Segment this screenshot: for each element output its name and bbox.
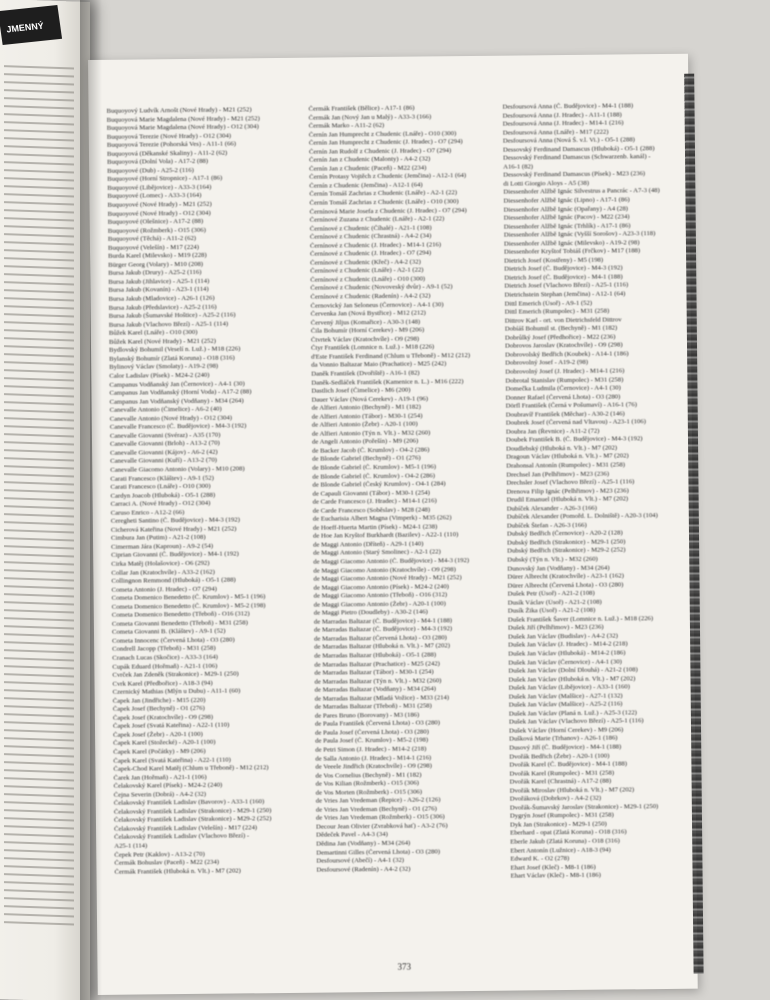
index-entry: Čermák Marko - A11-2 (62) <box>308 121 385 130</box>
index-entry: Burda Karel (Milevsko) - M19 (228) <box>108 252 207 261</box>
index-entry: de Maggi Pietro (Doudleby) - A30-2 (146) <box>313 608 428 617</box>
index-entry: Bydlovský Bohumil (Veselí n. Luž.) - M18 (226) <box>109 345 241 355</box>
index-entry: Dobrovolný Josef - A19-2 (98) <box>505 359 589 368</box>
index-entry: Diessenhofer Kryštof Tobiáš (Frčkov) - M17 (188) <box>504 247 641 256</box>
index-entry: Czernický Mathias (Mlýn u Dubu) - A11-1 (60) <box>112 687 241 696</box>
index-entry: Černínové z Chudenic (Křeč) - A4-2 (32) <box>310 258 421 267</box>
index-entry: Dobrotal Stanislav (Rumpolec) - M31 (258) <box>505 375 624 385</box>
index-entry: Cometa Domenico Benedetto (Č. Krumlov) - M5-1 (196) <box>111 593 266 602</box>
index-entry: Čelakovský Karel (Písek) - M24-2 (240) <box>113 781 223 790</box>
index-entry: Doubravíř František (Měchar) - A30-2 (146) <box>505 410 625 419</box>
book-spine-shadow <box>80 0 102 1000</box>
index-entry: Cometa Domenico Benedetto (Č. Krumlov) - M5-2 (198) <box>111 601 266 611</box>
index-entry: Cometa Domenico Benedetto (Třeboň) - O16 (312) <box>111 610 250 620</box>
index-entry: Dušek František Šaver (Lomnice n. Luž.) - M18 (226) <box>507 614 654 624</box>
index-entry: Čelakovský František Ladislav (Bavorov) - A33-1 (160) <box>113 798 265 808</box>
index-entry: Dunovský Jan (Vodňany) - M34 (264) <box>507 564 610 573</box>
index-entry: Červenka Jan (Nová Bystřice) - M12 (212) <box>310 309 426 318</box>
index-entry: Dörfl František (Černá v Pošumaví) - A16-1 (76) <box>505 401 637 410</box>
index-entry: Diessenhofer Alžbě Ignác (Pacov) - M22 (234) <box>503 213 630 222</box>
index-entry: Dittrov Karl - ort. von Dietrichsfeld Dittrov <box>504 316 622 325</box>
index-entry: Dittl Emerich (Úsoř) - A9-1 (52) <box>504 299 593 308</box>
index-entry: Buquoyová Marie Magdalena (Nové Hrady) - M21 (252) <box>106 114 260 124</box>
index-entry: Buquoyové (Horní Stropnice) - A17-1 (86) <box>107 174 223 184</box>
index-entry: de Blonde Gabriel (Český Krumlov) - O4-1 (284) <box>312 480 446 489</box>
index-entry: Buquoyový Ludvík Arnošt (Nové Hrady) - M21 (252) <box>106 106 252 115</box>
index-entry: Čelakovský František Ladislav (Strakonice) - M29-2 (252) <box>113 815 272 825</box>
index-entry: Cardyn Joacob (Hluboká) - O5-1 (288) <box>110 491 216 500</box>
index-entry: de Maggi Giacomo Antonio (Třeboň) - O16 (312) <box>313 591 448 600</box>
index-entry: Dietrich Josef (Č. Budějovice) - M4-3 (192) <box>504 264 623 274</box>
index-entry: Čermák František (Hluboká n. Vlt.) - M7 (202) <box>114 867 241 876</box>
index-entry: Ehart Josef (Kleč) - M8-1 (186) <box>510 863 596 872</box>
index-entry: Canevalle Antonio (Nové Hrady) - O12 (304) <box>109 414 232 423</box>
index-entry: Dubský Bedřich (Strakonice) - M29-1 (250) <box>507 538 626 547</box>
index-column-2 <box>308 104 508 875</box>
index-entry: Dubíček Alexander - A26-3 (166) <box>506 504 598 513</box>
index-entry: de Hoe Jan Kryštof Burkhardt (Bazilev) - A22-1 (110) <box>312 531 459 541</box>
left-page-heading-text: JMENNÝ <box>5 20 45 35</box>
index-entry: Desfoursové (Radenín) - A4-2 (32) <box>316 865 411 874</box>
index-entry: de Carde Francesco (Soběslav) - M28 (248) <box>312 506 431 515</box>
index-entry: Carati Francesco (Lnáře) - O10 (300) <box>110 482 211 491</box>
index-entry: Dubský (Týn n. Vlt.) - M32 (260) <box>507 555 598 564</box>
index-entry: Doubek František B. (Č. Budějovice) - M4-3 (192) <box>505 435 643 444</box>
index-entry: Černínové z Chudenic (Lnáře) - A2-1 (22) <box>310 266 424 276</box>
index-entry: Čtvrtek Václav (Kratochvíle) - O9 (298) <box>310 335 420 344</box>
index-entry: Bylinový Václav (Smolaty) - A19-2 (98) <box>109 363 219 372</box>
index-entry: de Vos Morten (Rožmberk) - O15 (306) <box>315 788 423 797</box>
index-entry: Čapek Josef (Žebr) - A20-1 (100) <box>113 730 203 739</box>
index-entry: Bůžek Karel (Nové Hrady) - M21 (252) <box>108 337 216 346</box>
index-entry: Bursa Jakub (Šumavské Hoštice) - A25-2 (116) <box>108 311 236 320</box>
index-entry: Dušek Jan Václav (Hluboká n. Vlt.) - M7 (202) <box>508 674 636 684</box>
index-entry: de Hoeff-Huerta Martin (Písek) - M24-1 (238) <box>312 523 438 532</box>
index-entry: Canevalle Giovanni (Svéraz) - A35 (170) <box>109 431 221 440</box>
index-entry: Canevalle Giovanni (Kuří) - A13-2 (70) <box>110 457 218 466</box>
index-entry: Černín Jan Humprecht z Chudenic (Lnáře) - O10 (300) <box>308 129 457 139</box>
index-entry: Dušek Jan Václav (Libějovice) - A33-1 (160) <box>508 683 630 692</box>
index-entry: Čermák František (Bělice) - A17-1 (86) <box>308 104 415 113</box>
index-entry: de Paula Josef (Č. Krumlov) - M5-2 (198) <box>315 736 429 746</box>
index-entry: Bursa Jakub (Drury) - A25-2 (116) <box>108 269 202 278</box>
index-entry: Diessenhofer Alžbě Ignác (Lipno) - A17-1 (86) <box>503 196 630 205</box>
index-entry: Bylanský Bohumír (Zlatá Koruna) - O18 (316) <box>109 354 235 363</box>
left-page-text-lines <box>4 59 74 931</box>
index-entry: Donner Rafael (Červená Lhota) - O3 (280) <box>505 393 621 402</box>
index-entry: Daněk František (Dvořiště) - A16-1 (82) <box>311 369 420 378</box>
index-entry: Černínové z Chudenic (J. Hradec) - O7 (294) <box>310 249 432 258</box>
index-entry: Cometa Innocenc (Červená Lhota) - O3 (280) <box>112 636 235 645</box>
index-entry: Eberle Jakub (Zlatá Koruna) - O18 (316) <box>510 837 620 846</box>
index-entry: Černín z Chudenic (Jemčina) - A12-1 (64) <box>309 181 423 190</box>
index-entry: de Alfieri Antonio (Žebr) - A20-1 (100) <box>311 420 418 429</box>
index-entry: Domečka Ludmila (Černovice) - A4-1 (30) <box>505 384 621 393</box>
index-entry: Desfoursová Anna (Lnáře) - M17 (222) <box>502 128 609 137</box>
index-entry: Drechsler Josef (Vlachovo Březí) - A25-1 (116) <box>506 478 635 487</box>
index-entry: Ceregheti Santino (Č. Budějovice) - M4-3 (192) <box>110 516 240 526</box>
index-entry: de Vries Jan Vredeman (Rožmberk) - O15 (306) <box>315 813 445 823</box>
index-entry: de Marradas Baltazar (Třeboň) - M31 (258) <box>314 702 432 711</box>
index-column-1 <box>107 106 307 877</box>
index-entry: Dušek Jan Václav (Malšice) - A27-1 (132) <box>508 692 623 701</box>
index-entry: Doubra Jan (Řevnice) - A11-2 (72) <box>505 427 600 436</box>
index-entry: Cirka Matěj (Holašovice) - O6 (292) <box>111 559 210 568</box>
index-entry: Čila Bohumír (Horní Cerekev) - M9 (206) <box>310 326 425 335</box>
index-entry: Čapek Josef (Svatá Kateřina) - A22-1 (110) <box>112 721 230 731</box>
index-entry: Čapek Karel (Svatá Kateřina) - A22-1 (110) <box>113 756 231 765</box>
index-entry: Drenova Filip Ignác (Pelhřimov) - M23 (236) <box>506 486 629 496</box>
index-entry: Cometa Giovanni B. (Kláštev) - A9-1 (52) <box>111 627 226 637</box>
index-entry: Desfoursové (Abečí) - A4-1 (32) <box>316 856 405 865</box>
index-entry: de Marradas Baltazar (Hluboká) - O5-1 (288) <box>314 651 437 660</box>
index-entry: Buquoyová (Dolní Vola) - A17-2 (88) <box>107 158 209 167</box>
index-entry: Dušek Jan Václav (Budislav) - A4-2 (32) <box>508 632 618 641</box>
index-entry: Dittl Emerich (Rumpolec) - M31 (258) <box>504 307 610 316</box>
index-entry: de Eucharisia Albert Magna (Vimperk) - M35 (262) <box>312 514 452 523</box>
index-entry: Campanus Vodňanský Jan (Černovice) - A4-1 (30) <box>109 379 245 389</box>
index-entry: Bürger Georg (Volary) - M10 (208) <box>108 260 204 269</box>
index-entry: Čapek Jan (Jindřiche) - M15 (220) <box>112 696 206 705</box>
index-entry: Buquoyové (Olešnice) - A17-2 (88) <box>107 217 204 226</box>
index-entry: Bursa Jakub (Předslavice) - A25-2 (116) <box>108 303 217 312</box>
index-entry: Canevalle Giovanni (Brloh) - A13-2 (70) <box>109 439 220 449</box>
index-entry: de Backer Jacob (Č. Krumlov) - O4-2 (286) <box>312 446 430 455</box>
index-entry: Buquoyová Terezie (Pohorská Ves) - A11-1 (66) <box>106 140 236 149</box>
index-entry: Dürer Albrecht (Kratochvíle) - A23-1 (162) <box>507 572 624 581</box>
index-entry: Buquoyové (Těchá) - A11-2 (62) <box>107 235 197 244</box>
index-entry: de Vries Jan Vredeman (Bechyně) - O1 (276) <box>315 805 437 814</box>
index-entry: Černínové z Chudenic (Chrastná) - A4-2 (34) <box>309 232 432 241</box>
index-entry: de Marradas Baltazar (Tábor) - M30-1 (254) <box>314 668 434 677</box>
index-entry: Calor Ladislav (Písek) - M24-2 (240) <box>109 371 210 380</box>
index-entry: de Marradas Baltazar (Týn n. Vlt.) - M32 (260) <box>314 676 442 686</box>
index-entry: Černín Tomáš Zachrias z Chudenic (Lnáře) - A2-1 (22) <box>309 189 458 199</box>
index-entry: Collar Jan (Kratochvíle) - A33-2 (162) <box>111 568 215 577</box>
index-entry: Dobrovolný Josef (J. Hradec) - M14-1 (216) <box>505 367 625 376</box>
index-entry: Ebert Antonín (Lužnice) - A18-3 (94) <box>510 846 611 855</box>
index-entry: Carraci A. (Nové Hrady) - O12 (304) <box>110 499 211 508</box>
index-entry: Černínové z Chudenic (Radenín) - A4-2 (32) <box>310 292 431 301</box>
index-entry: de Maggi Giacomo Antonio (Kratochvíle) - O9 (298) <box>313 565 456 575</box>
index-entry: de Marradas Baltazar (Vodňany) - M34 (264) <box>314 685 436 694</box>
index-entry: Desfoursová Anna (Nová Š. v.l. Vi.) - O5-1 (288) <box>502 136 635 145</box>
index-entry: Buquoyové (Rožmberk) - O15 (306) <box>107 226 206 235</box>
index-entry: Doudlebský (Hluboká n. Vlt.) - M7 (202) <box>506 444 618 453</box>
index-entry: Condrell Jacopp (Třeboň) - M31 (258) <box>112 645 216 654</box>
index-entry: Drahonsal Antonín (Rumpolec) - M31 (258) <box>506 461 625 470</box>
index-entry: Dubský Bedřich (Černovice) - A20-2 (128) <box>506 529 623 538</box>
index-entry: Drudil Emanuel (Hluboká n. Vlt.) - M7 (202) <box>506 495 629 504</box>
index-entry: Campanus Jan Vodňanský (Horní Voda) - A17-2 (88) <box>109 388 252 397</box>
index-entry: de Salla Antonio (J. Hradec) - M14-1 (216) <box>315 754 432 763</box>
index-entry: Černínové z Chudenic (Číhalé) - A21-1 (108) <box>309 224 432 233</box>
index-entry: de Marradas Baltazar (Hluboká n. Vlt.) - M7 (202) <box>314 642 451 652</box>
index-entry: Doubrek Josef (Červená nad Vltavou) - A23-1 (106) <box>505 418 646 427</box>
index-entry: Čepek Petr (Kaklov) - A13-2 (70) <box>114 850 205 859</box>
index-entry: Dessovský Ferdinand Damascus (Písek) - M23 (236) <box>503 170 646 180</box>
index-entry: de Maggi Antonio (Starý Smolinec) - A2-1 (22) <box>313 548 441 558</box>
index-entry: Dietrich Josef (Vlachovo Březí) - A25-1 (116) <box>504 281 629 291</box>
index-entry: de Marradas Baltazar (Č. Budějovice) - M4-1 (188) <box>313 617 453 626</box>
index-entry: Canevalle Giacomo Antonio (Volary) - M10 (208) <box>110 465 245 474</box>
index-entry: d'Este František Ferdinand (Chlum u Třeboně) - M12 (212) <box>311 351 471 361</box>
index-entry: de Maggi Giacomo Antonio (Nové Hrady) - M21 (252) <box>313 574 462 583</box>
index-entry: Dubíček Štefan - A26-3 (166) <box>506 521 587 530</box>
index-page <box>88 54 698 995</box>
index-entry: de Blonde Gabriel (Č. Krumlov) - M5-1 (196) <box>312 463 437 472</box>
index-entry: Dubský Bedřich (Strakonice) - M29-2 (252) <box>507 546 626 556</box>
index-entry: Buquoyová Marie Magdalena (Nové Hrady) - O12 (304) <box>106 123 259 132</box>
index-entry: de Paula František (Červená Lhota) - O3 (280) <box>314 719 440 729</box>
index-entry: Dyk Jan (Strakonice) - M29-1 (250) <box>509 820 607 829</box>
index-entry: Bursa Jakub (Vlachovo Březí) - A25-1 (114) <box>108 320 229 329</box>
index-entry: Caruso Enrico - A12-2 (66) <box>110 508 185 517</box>
index-entry: Desfoursová Anna (J. Hradec) - M14-1 (216) <box>502 119 624 128</box>
index-entry: de Petri Simon (J. Hradec) - M14-2 (218) <box>315 745 427 754</box>
index-entry: Červený Jiljus (Komařice) - A30-3 (148) <box>310 318 421 327</box>
index-entry: Dvořák Bedřich (Žebr) - A20-1 (100) <box>509 752 610 761</box>
index-entry: de Marradas Baltazar (Prachatice) - M25 (242) <box>314 659 440 669</box>
index-entry: Bursa Jakub (Kovanín) - A23-1 (114) <box>108 286 209 295</box>
index-entry: de Pares Bruno (Borovany) - M3 (186) <box>314 711 420 720</box>
index-entry: di Lotti Giorgio Aloys - A5 (38) <box>503 179 590 188</box>
index-entry: Dusík Václav (Úsoř) - A21-2 (108) <box>507 598 602 607</box>
index-entry: Buquoyové (Nové Hrady) - M21 (252) <box>107 200 212 209</box>
index-entry: Diessenhofer Alžbě Ignác Silvestrus a Pancrác - A7-3 (48) <box>503 187 660 197</box>
index-entry: Cvrk Karel (Předbořice) - A18-3 (94) <box>112 679 213 688</box>
index-entry: Desfoursová Anna (Č. Budějovice) - M4-1 (188) <box>502 102 634 111</box>
index-entry: Buquoyové (Nové Hrady) - O12 (304) <box>107 209 211 218</box>
index-entry: Dušek Jan Václav (Malšice) - A25-2 (116) <box>508 700 623 709</box>
index-entry: Campanus Jan Vodňanský (Vodňany) - M34 (264) <box>109 396 244 406</box>
index-entry: Cimerman Jára (Kaproun) - A9-2 (54) <box>111 542 214 551</box>
index-entry: Čapek-Chod Karel Matěj (Chlum u Třeboně) - M12 (212) <box>113 764 269 773</box>
index-entry: Černínové z Chudenic (Lnáře) - O10 (300) <box>310 275 426 284</box>
index-entry: Bůžek Karel (Lnáře) - O10 (300) <box>108 329 198 338</box>
index-entry: Buquoyové (Lomec) - A33-3 (164) <box>107 192 202 201</box>
index-entry: Čermák Bohuslav (Paceň) - M22 (234) <box>114 858 220 867</box>
index-entry: Collingnon Remmond (Hluboká) - O5-1 (288) <box>111 576 236 585</box>
index-entry: Dygrýn Josef (Rumpolec) - M31 (258) <box>509 811 614 821</box>
index-entry: Dobrovos Jaroslav (Kratochvíle) - O9 (298) <box>504 341 623 350</box>
index-entry: Diessenhofer Alžbě Ignác (Milevsko) - A19-2 (98) <box>503 238 640 248</box>
index-entry: de Maggi Antonio (Dříteň) - A29-1 (140) <box>313 540 424 549</box>
index-entry: Canevalle Francesco (Č. Budějovice) - M4-3 (192) <box>109 422 247 432</box>
index-entry: Dusík Žika (Úsoř) - A21-2 (108) <box>507 606 596 615</box>
index-entry: de Capauli Giovanni (Tábor) - M30-1 (254) <box>312 489 430 498</box>
index-entry: Dürer Albrecht (Červená Lhota) - O3 (280) <box>507 581 624 590</box>
index-entry: Dvořák Karel (Rumpolec) - M31 (258) <box>509 769 615 778</box>
index-entry: Ciprian Giovanni (Č. Budějovice) - M4-1 (192) <box>111 550 239 560</box>
index-entry: Dragoun Václav (Hluboká n. Vlt.) - M7 (202) <box>506 452 629 462</box>
index-entry: Dvořák Miroslav (Hluboká n. Vlt.) - M7 (202) <box>509 786 635 795</box>
index-entry: Černín Jan Rudolf z Chudenic (J. Hradec) - O7 (294) <box>308 146 452 156</box>
index-entry: Cometa Giovanni Benedetto (Třeboň) - M31 (258) <box>111 619 248 628</box>
page-number: 373 <box>397 961 412 972</box>
index-entry: Canevalle Antonio (Čimelice) - A6-2 (40) <box>109 405 222 414</box>
index-entry: de Alfieri Antonio (Týn n. Vlt.) - M32 (260) <box>311 429 431 438</box>
index-entry: Cicherová Kateřina (Nové Hrady) - M21 (252) <box>110 525 237 534</box>
index-entry: Černín Jan z Chudenic (Malonty) - A4-2 (32) <box>309 155 431 164</box>
index-entry: Daněk-Sedláček František (Kamenice n. L.) - M16 (222) <box>311 377 464 387</box>
index-entry: de Paula Josef (Červená Lhota) - O3 (280) <box>315 728 429 737</box>
index-entry: Cimbura Jan (Putim) - A21-2 (108) <box>110 534 206 543</box>
index-entry: Čtyr František (Lomnice n. Luž.) - M18 (226) <box>310 343 435 352</box>
index-entry: Diessenhofer Alžbě Ignác (Trhlík) - A17-1 (86) <box>503 221 631 231</box>
index-entry: Černín Jan z Chudenic (Paceň) - M22 (234) <box>309 164 427 173</box>
index-entry: Cvrček Jan Zdeněk (Strakonice) - M29-1 (250) <box>112 670 239 679</box>
index-entry: Drechsel Jan (Pelhřimov) - M23 (236) <box>506 470 610 479</box>
index-entry: Edward K. - O2 (278) <box>510 855 570 863</box>
index-entry: Dušek Jan Václav (Dolní Dlouhá) - A21-2 (108) <box>508 666 638 675</box>
index-entry: Dušková Marie (Trhanov) - A26-1 (186) <box>509 734 618 744</box>
index-entry: Buquoyová Terezie (Nové Hrady) - O12 (304) <box>106 132 232 141</box>
index-entry: de Maggi Giacomo Antonio (Písek) - M24-2 (240) <box>313 582 449 592</box>
index-entry: Dvořák-Šumavský Jaroslav (Strakonice) - M29-1 (250) <box>509 802 659 812</box>
index-entry: de Angeli Antonio (Pořešín) - M9 (206) <box>311 437 419 447</box>
index-entry: Dietrich Josef (Č. Budějovice) - M4-1 (188) <box>504 273 623 282</box>
index-entry: Čelakovský František Ladislav (Strakonice) - M29-1 (250) <box>113 806 272 816</box>
index-entry: Dědina Jan (Vodňany) - M34 (264) <box>316 839 411 848</box>
index-entry: Desfoursová Anna (J. Hradec) - A11-1 (188) <box>502 110 622 120</box>
index-entry: Černín Jan Humprecht z Chudenic (J. Hradec) - O7 (294) <box>308 138 463 147</box>
index-entry: Černín Tomáš Zachrias z Chudenic (Lnáře) - O10 (300) <box>309 198 459 207</box>
index-entry: de Vos Cornelius (Bechyně) - M1 (182) <box>315 771 422 780</box>
index-entry: Dastlich Josef (Čimelice) - M6 (200) <box>311 386 411 395</box>
index-entry: Cometa Antonio (J. Hradec) - O7 (294) <box>111 585 217 594</box>
index-entry: de Maggi Giacomo Antonio (Č. Budějovice) - M4-3 (192) <box>313 557 470 566</box>
index-entry: Čelakovský František Ladislav (Vlachovo Březí) - <box>114 832 250 842</box>
index-entry: Bursa Jakub (Mladovice) - A26-1 (126) <box>108 294 215 303</box>
index-entry: Dušek Jan Václav (J. Hradec) - M14-2 (218) <box>508 640 628 650</box>
index-entry: Černínové z Chudenic (Novoveský dvůr) - A9-1 (52) <box>310 283 453 293</box>
index-entry: Diessenhofer Alžbě Ignác (Vyšší Sorošov) - A23-3 (118) <box>503 230 656 239</box>
index-entry: de Alfieri Antonio (Tábor) - M30-1 (254) <box>311 412 423 421</box>
index-entry: Čejna Severin (Dobrá) - A4-2 (32) <box>113 790 207 799</box>
index-entry: Černovický Jan Seloneus (Černovice) - A4-1 (30) <box>310 300 444 310</box>
index-entry: Dušek Jiří (Pelhřimov) - M23 (236) <box>507 623 604 632</box>
index-entry: Dušek Václav (Horní Cerekev) - M9 (206) <box>509 726 624 735</box>
index-entry: Buquoyové (Libějovice) - A33-3 (164) <box>107 183 212 192</box>
index-entry: de Blonde Gabriel (Č. Krumlov) - O4-2 (286) <box>312 471 435 481</box>
index-entry: Dessovský Ferdinand Damascus (Schwarzenb. kanál) - <box>503 153 651 162</box>
index-entry: Dušek Jan Václav (Vlachovo Březí) - A25-1 (116) <box>508 717 644 727</box>
left-page-heading <box>0 5 62 45</box>
index-entry: Decour Jean Olivier (Zvrabková hať) - A3-2 (76) <box>316 822 448 831</box>
index-entry: Canevalle Giovanni (Kájov) - A6-2 (42) <box>110 448 218 457</box>
index-entry: Buquoyové (Dub) - A25-2 (116) <box>107 166 194 175</box>
index-entry: Černínové Zuzana z Chudenic (Lnáře) - A2-1 (22) <box>309 215 445 224</box>
index-entry: Ehart Václav (Kleč) - M8-1 (186) <box>510 871 601 880</box>
index-entry: de Alfieri Antonio (Bechyně) - M1 (182) <box>311 403 421 412</box>
index-entry: de Carde Francesco (J. Hradec) - M14-1 (216) <box>312 497 437 506</box>
index-entry: Cupák Eduard (Hořmaň) - A21-1 (106) <box>112 662 218 671</box>
index-entry: Buquoyová (Děkanské Skaliny) - A11-2 (62) <box>106 149 228 158</box>
index-entry: Čapek Josef (Kratochvíle) - O9 (298) <box>112 713 214 722</box>
index-entry: Dubíček Alexander (Pomořd. L. Dolniště) - A20-3 (104) <box>506 512 658 521</box>
index-entry: Dušek Jan Václav (Planá n. Luž.) - A25-3 (122) <box>508 709 637 718</box>
index-entry: Dvořáková (Dobrkov) - A4-2 (32) <box>509 794 602 803</box>
index-entry: Bursa Jakub (Jihlavice) - A25-1 (114) <box>108 277 210 286</box>
index-entry: Čermák Jan (Nový Jan u Malý) - A33-3 (166) <box>308 112 432 122</box>
index-entry: Cranach Lucas (Skočice) - A33-3 (164) <box>112 653 218 662</box>
index-entry: Čapek Josef (Bechyně) - O1 (276) <box>112 705 205 714</box>
left-page <box>0 0 90 1000</box>
index-entry: de Maggi Giacomo Antonio (Žebr) - A20-1 (100) <box>313 600 446 609</box>
index-entry: Eberhard - opat (Zlatá Koruna) - O18 (316) <box>510 828 627 838</box>
index-entry: Černínové z Chudenic (J. Hradec) - M14-1 (216) <box>309 241 442 250</box>
index-entry: de Marradas Baltazar (Mladá Vožice) - M33 (214) <box>314 693 450 703</box>
index-entry: Dobrůlký Josef (Předhořice) - M22 (236) <box>504 333 616 342</box>
index-entry: Čelakovský František Ladislav (Velešín) - M17 (224) <box>114 824 258 833</box>
index-entry: Čapek Karel (Stožecké) - A20-1 (100) <box>113 739 216 748</box>
index-entry: Dědeček Pavel - A4-3 (34) <box>316 831 388 840</box>
index-entry: Dvořák Karel (Chrastná) - A17-2 (88) <box>509 777 612 786</box>
index-entry: Dobrovolský Bedřich (Koubek) - A14-1 (186) <box>505 350 629 359</box>
index-entry: A16-1 (82) <box>503 163 534 171</box>
index-entry: Dauer Václav (Nová Cerekev) - A19-1 (96) <box>311 395 429 404</box>
index-entry: Čarek Jan (Hořmaň) - A21-1 (106) <box>113 773 207 782</box>
index-entry: Buquoyové (Velešín) - M17 (224) <box>107 243 200 252</box>
index-entry: A25-1 (114) <box>114 842 148 850</box>
index-entry: de Marradas Baltazar (Červená Lhota) - O3 (280) <box>314 634 447 643</box>
index-entry: Černínová Marie Josefa z Chudenic (J. Hradec) - O7 (294) <box>309 206 467 216</box>
index-entry: Dietrichstein Stephan (Jemčina) - A12-1 (64) <box>504 290 626 299</box>
index-entry: Dobíáš Bohumil st. (Bechyně) - M1 (182) <box>504 324 618 333</box>
index-entry: Demartinni Gilles (Červená Lhota) - O3 (280) <box>316 847 441 857</box>
index-entry: Dietrich Josef (Kostřeny) - M5 (198) <box>504 256 604 265</box>
index-entry: Diessenhofer Alžbě Ignác (Opařany) - A4 (28) <box>503 204 629 214</box>
index-entry: Dušek Jan Václav (Černovice) - A4-1 (30) <box>508 657 622 667</box>
index-entry: Dessovský Ferdinand Damascus (Hluboká) - O5-1 (288) <box>502 144 655 154</box>
index-column-3 <box>502 102 702 882</box>
index-entry: de Blonde Gabriel (Bechyně) - O1 (276) <box>312 454 421 464</box>
index-entry: de Vos Kilian (Rožmberk) - O15 (306) <box>315 779 420 788</box>
index-entry: Dušek Jan Václav (Hluboká) - M14-2 (186) <box>508 649 626 658</box>
index-entry: Čapek Karel (Počátky) - M9 (206) <box>113 747 206 756</box>
index-entry: Dusový Jiří (Č. Budějovice) - M4-1 (188) <box>509 743 622 752</box>
index-entry: Dvořák Karel (Č. Budějovice) - M4-1 (188) <box>509 760 628 769</box>
index-entry: da Vonnio Baltazar Maio (Prachatice) - M25 (242) <box>311 360 447 370</box>
index-entry: Carati Francesco (Kláštev) - A9-1 (52) <box>110 474 214 483</box>
index-entry: de Veeele Jindřich (Kratochvíle) - O9 (298) <box>315 762 432 771</box>
index-entry: Dušek Petr (Úsoř) - A21-2 (108) <box>507 589 595 598</box>
index-entry: de Vries Jan Vredeman (Řepice) - A26-2 (126) <box>315 796 441 805</box>
index-entry: de Marradas Baltazar (Č. Budějovice) - M4-3 (192) <box>313 625 453 635</box>
index-entry: Černín Protasy Vojtěch z Chudenic (Jemčina) - A12-1 (64) <box>309 172 467 182</box>
